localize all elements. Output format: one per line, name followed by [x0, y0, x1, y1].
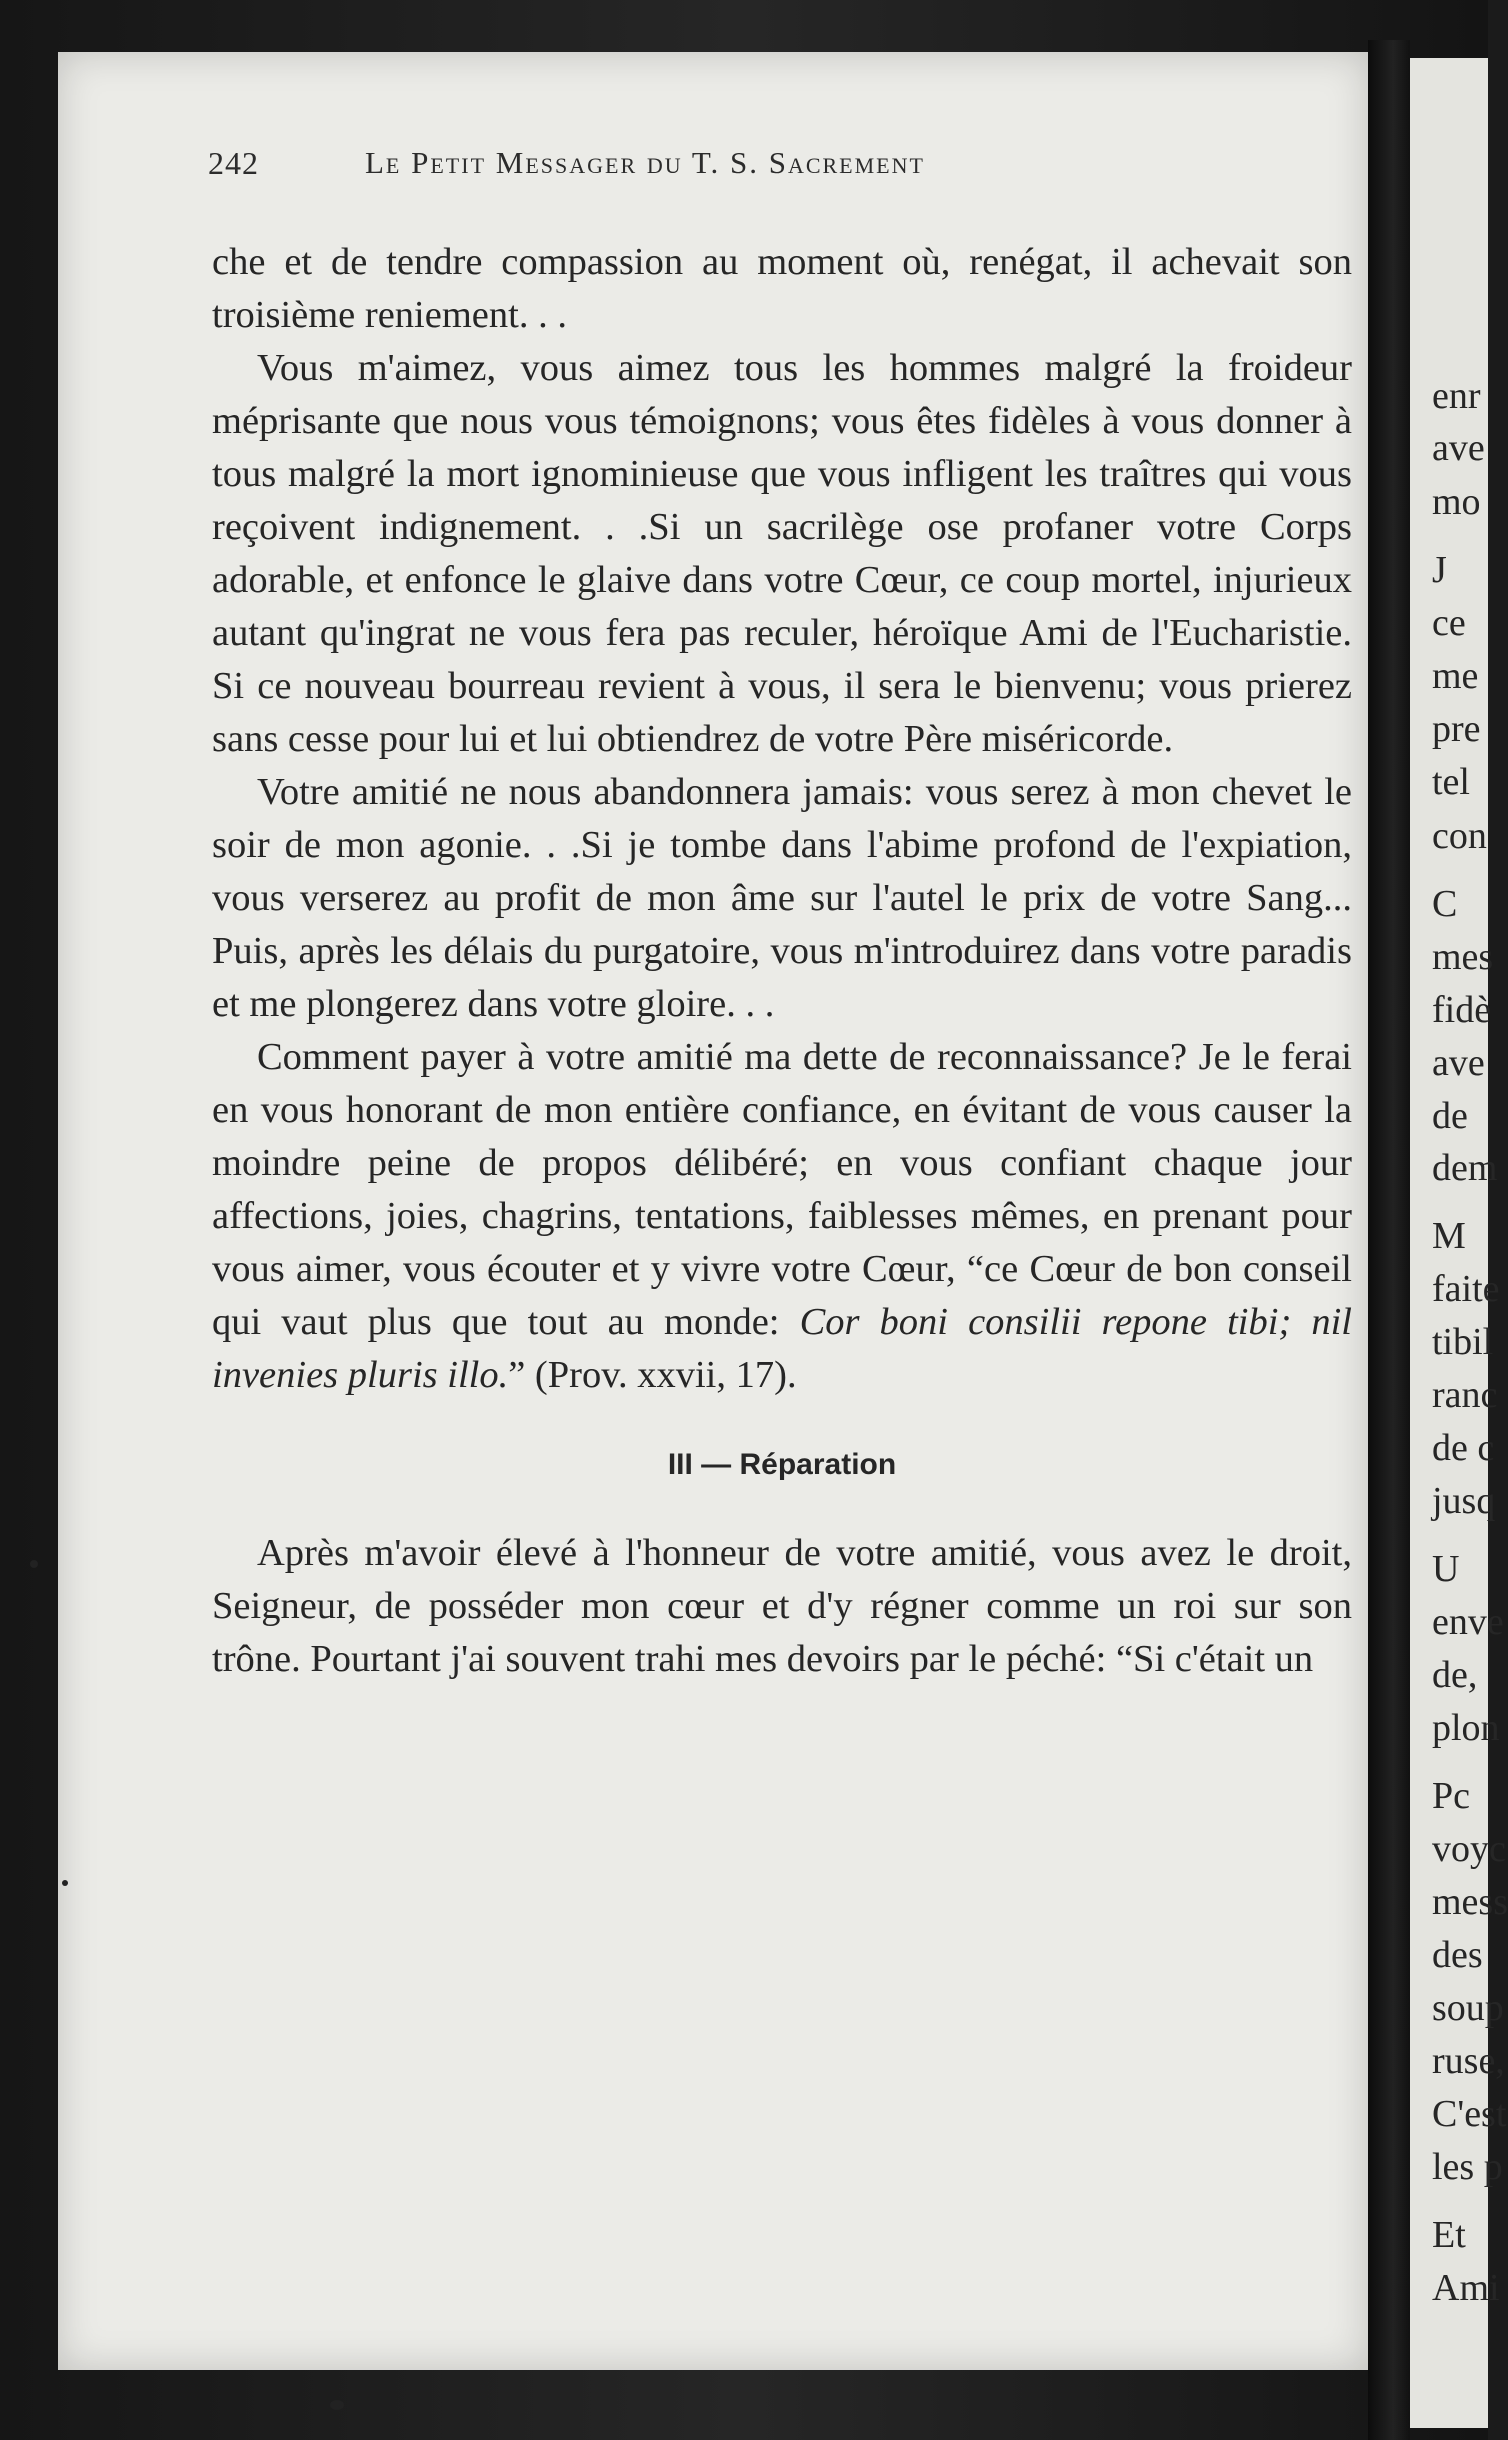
facing-page-fragment: de [1432, 1095, 1468, 1137]
latin-quote: Cor boni consilii repone tibi; nil invenies pluris illo. [212, 1301, 1352, 1396]
facing-page-fragment: des [1432, 1934, 1483, 1976]
paragraph-4 [212, 1031, 1352, 1402]
facing-page-fragment: mo [1432, 481, 1481, 523]
section-heading: III — Réparation [667, 1448, 897, 1481]
paragraph-2: Vous m'aimez, vous aimez tous les hommes malgré la froideur méprisante que nous vous témoignons; vous êtes fidèles à vous donner à tous malgré la mort ignominieuse que vous infligent les traîtres qui vous reçoivent indignement. . .Si un sacrilège ose profaner votre Corps adorable, et enfonce le glaive dans votre Cœur, ce coup mortel, injurieux autant qu'ingrat ne vous fera pas reculer, héroïque Ami de l'Eucharistie. Si ce nouveau bourreau revient à vous, il sera le bienvenu; vous prierez sans cesse pour lui et lui obtiendrez de votre Père miséricorde. [212, 347, 1352, 760]
facing-page-fragment: faite [1432, 1268, 1500, 1310]
facing-page-fragment: con [1432, 815, 1487, 857]
facing-page-fragment: dem [1432, 1147, 1498, 1189]
facing-page-fragment: voyc [1432, 1828, 1506, 1870]
facing-page-fragment: ranc [1432, 1374, 1498, 1416]
facing-page-fragment: J [1432, 549, 1447, 591]
paragraph-4-text: Comment payer à votre amitié ma dette de reconnaissance? Je le ferai en vous honorant de mon entière confiance, en évitant de vous causer la moindre peine de propos délibéré; en vous confiant chaque jour affections, joies, chagrins, tentations, faiblesses mêmes, en prenant pour vous aimer, vous écouter et y vivre votre Cœur, “ce Cœur de bon conseil qui vaut plus que tout au monde: [212, 1036, 1352, 1343]
page-body [212, 236, 1352, 1686]
facing-page-fragment: soup [1432, 1987, 1504, 2029]
paragraph-3: Votre amitié ne nous abandonnera jamais: vous serez à mon chevet le soir de mon agonie. . .Si je tombe dans l'abime profond de l'expiation, vous verserez au profit de mon âme sur l'autel le prix de votre Sang... Puis, après les délais du purgatoire, vous m'introduirez dans votre paradis et me plongerez dans votre gloire. . . [212, 771, 1352, 1025]
running-title: Le Petit Messager du T. S. Sacrement [365, 145, 925, 180]
facing-page-fragment: mes [1432, 936, 1494, 978]
facing-page-fragment: enve [1432, 1601, 1504, 1643]
facing-page-fragment: Et [1432, 2214, 1466, 2256]
book-gutter [1368, 40, 1410, 2440]
paragraph-1: che et de tendre compassion au moment où, renégat, il achevait son troisième reniement. . . [212, 241, 1352, 336]
facing-page-fragment: M [1432, 1215, 1466, 1257]
facing-page-fragment: fidè [1432, 989, 1492, 1031]
facing-page-fragment: ave [1432, 1042, 1485, 1084]
paragraph-4-citation: ” (Prov. xxvii, 17). [508, 1354, 797, 1396]
facing-page-fragment: tibil [1432, 1321, 1494, 1363]
facing-page-fragment: ce [1432, 602, 1466, 644]
facing-page-fragment: tel [1432, 761, 1470, 803]
facing-page-fragment: Ami [1432, 2267, 1500, 2309]
facing-page-fragment: ruse, [1432, 2040, 1505, 2082]
facing-page-fragment: les p [1432, 2146, 1503, 2188]
facing-page-fragment: C [1432, 883, 1458, 925]
scan-speck [330, 2400, 344, 2410]
facing-page-fragment: mess [1432, 1881, 1508, 1923]
facing-page-fragment: U [1432, 1548, 1460, 1590]
facing-page-fragment: C'est [1432, 2093, 1507, 2135]
facing-page-fragment: jusq [1432, 1480, 1496, 1522]
facing-page-fragment: pre [1432, 708, 1481, 750]
running-head [0, 0, 1310, 180]
page-number: 242 [208, 145, 259, 181]
facing-page-fragment: ave [1432, 427, 1485, 469]
facing-page-fragment: me [1432, 655, 1479, 697]
facing-page-fragment: plon [1432, 1707, 1500, 1749]
facing-page-fragment: enr [1432, 375, 1481, 417]
scan-speck [30, 1560, 38, 1568]
facing-page-fragment: Pc [1432, 1775, 1470, 1817]
section-paragraph: Après m'avoir élevé à l'honneur de votre amitié, vous avez le droit, Seigneur, de posséder mon cœur et d'y régner comme un roi sur son trône. Pourtant j'ai souvent trahi mes devoirs par le péché: “Si c'était un [212, 1532, 1352, 1680]
scan-speck [62, 1880, 68, 1886]
facing-page-fragment: de c [1432, 1427, 1495, 1469]
facing-page-edge [1410, 58, 1508, 2428]
facing-page-fragment: de, [1432, 1654, 1478, 1696]
